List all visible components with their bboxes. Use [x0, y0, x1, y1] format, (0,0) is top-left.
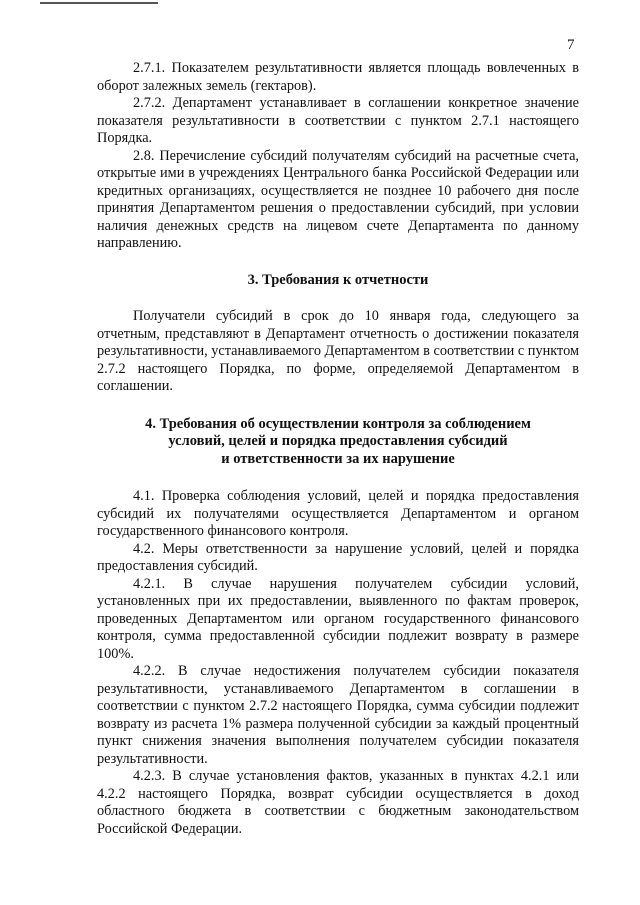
- paragraph-2-8: 2.8. Перечисление субсидий получателям субсидий на расчетные счета, открытые ими в учреждениях Центрального банка Российской Федерации или кредитных организациях, осуществляется не позднее 10 рабочего дня после принятия Департаментом решения о предоставлении субсидий, при условии наличия денежных средств на лицевом счете Департамента по данному направлению.: [97, 147, 579, 251]
- section-3-heading-text: 3. Требования к отчетности: [247, 271, 429, 288]
- section-4-heading-line: условий, целей и порядка предоставления субсидий: [168, 433, 508, 449]
- section-3-heading: [97, 272, 579, 290]
- paragraph-4-1: 4.1. Проверка соблюдения условий, целей и порядка предоставления субсидий их получателями осуществляется Департаментом и органом государственного финансового контроля.: [97, 488, 579, 539]
- section-4-heading-line: и ответственности за их нарушение: [221, 450, 455, 467]
- paragraph-4-2: 4.2. Меры ответственности за нарушение условий, целей и порядка предоставления субсидий.: [97, 540, 579, 574]
- paragraph-4-2-2: 4.2.2. В случае недостижения получателем субсидии показателя результативности, устанавливаемого Департаментом в соглашении в соответствии с пунктом 2.7.2 настоящего Порядка, сумма субсидии подлежит возврату из расчета 1% размера полученной субсидии за каждый процентный пункт снижения значения выполнения получателем субсидии показателя результативности.: [97, 663, 579, 767]
- scan-top-rule: [40, 2, 158, 4]
- paragraph-4-2-1: 4.2.1. В случае нарушения получателем субсидии условий, установленных при их предоставлении, выявленного по фактам проверок, проведенных Департаментом или органом государственного финансового контроля, сумма предоставленной субсидии подлежит возврату в размере 100%.: [97, 575, 579, 662]
- page-number: 7: [567, 37, 575, 53]
- section-3-paragraph: Получатели субсидий в срок до 10 января года, следующего за отчетным, представляют в Департамент отчетность о достижении показателя результативности, устанавливаемого Департаментом в соответствии с пунктом 2.7.2 настоящего Порядка, по форме, определяемой Департаментом в соглашении.: [97, 308, 579, 394]
- paragraph-2-7-2: 2.7.2. Департамент устанавливает в соглашении конкретное значение показателя результативности в соответствии с пунктом 2.7.1 настоящего Порядка.: [97, 95, 579, 146]
- paragraph-4-2-3: 4.2.3. В случае установления фактов, указанных в пунктах 4.2.1 или 4.2.2 настоящего Порядка, возврат субсидии осуществляется в доход областного бюджета в соответствии с бюджетным законодательством Российской Федерации.: [97, 768, 579, 837]
- section-4-heading: [97, 416, 579, 469]
- document-page: [97, 60, 579, 838]
- section-4-heading-line: 4. Требования об осуществлении контроля за соблюдением: [145, 415, 531, 432]
- paragraph-2-7-1: 2.7.1. Показателем результативности является площадь вовлеченных в оборот залежных земель (гектаров).: [97, 60, 579, 94]
